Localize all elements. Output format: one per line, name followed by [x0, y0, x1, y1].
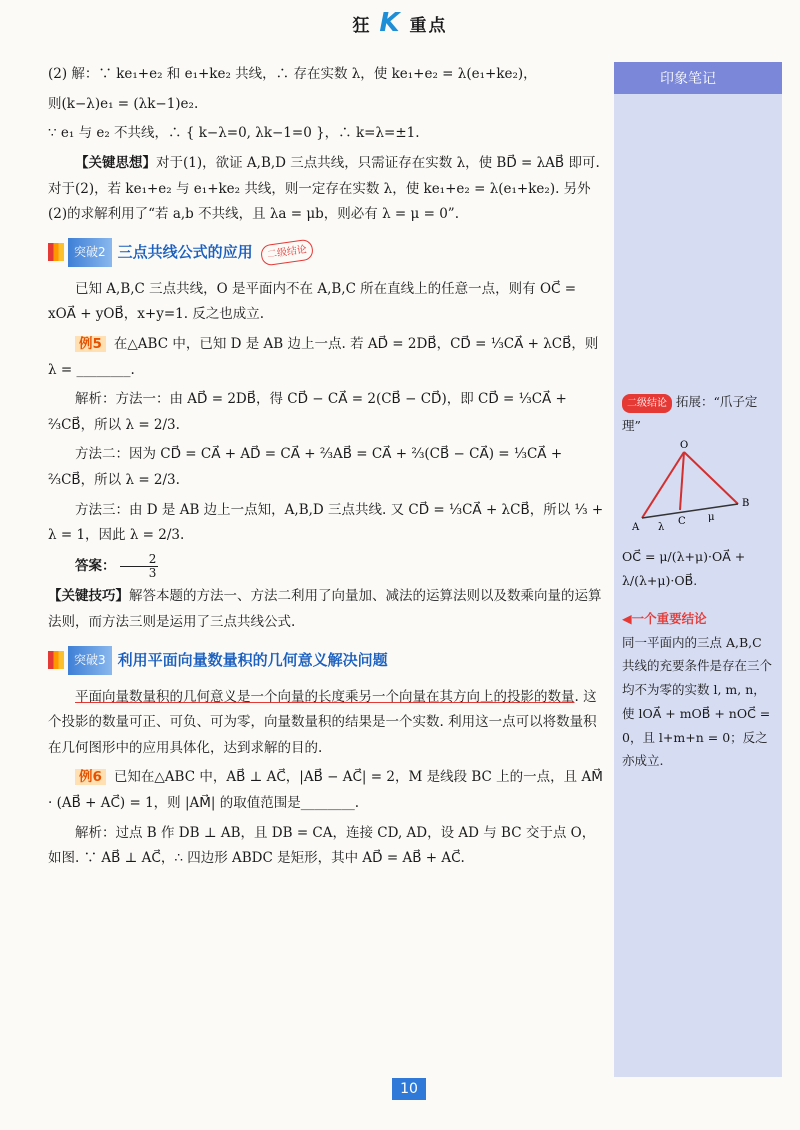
header-right: 重点 [409, 16, 448, 36]
ex5-answer [48, 553, 608, 580]
important-text: 同一平面内的三点 A,B,C 共线的充要条件是存在三个均不为零的实数 l, m, n，使 lOA⃗ + mOB⃗ + nOC⃗ = 0，且 l+m+n = 0；反之亦成立. [622, 634, 773, 769]
label-c: C [678, 515, 686, 527]
notes-sidebar [614, 62, 782, 1077]
section-3-title: 利用平面向量数量积的几何意义解决问题 [117, 650, 388, 669]
section-3-text [48, 685, 608, 762]
key-skill-2 [48, 584, 608, 635]
notes-title: 印象笔记 [614, 62, 782, 94]
key1-text: 对于(1)，欲证 A,B,D 三点共线，只需证存在实数 λ，使 BD⃗ = λAB⃗ 即可. 对于(2)，若 ke₁+e₂ 与 e₁+ke₂ 共线，则一定存在实数 λ，使 ke₁+e₂ = λ(e₁+ke₂). 另外(2)的求解利用了“若 a,b 不共线，且 λa = μb，则必有 λ = μ = 0”. [48, 154, 600, 223]
section-2-text: 已知 A,B,C 三点共线，O 是平面内不在 A,B,C 所在直线上的任意一点，则有 OC⃗ = xOA⃗ + yOB⃗，x+y=1. 反之也成立. [48, 280, 577, 323]
section-2-stamp: 二级结论 [259, 238, 313, 266]
book-icon [48, 243, 64, 261]
key1-label: 【关键思想】 [75, 154, 156, 171]
section-2-badge: 突破2 [68, 238, 112, 267]
ex6-solution: 解析：过点 B 作 DB ⊥ AB，且 DB = CA，连接 CD, AD，设 AD 与 BC 交于点 O，如图. ∵ AB⃗ ⊥ AC⃗，∴ 四边形 ABDC 是矩形，其中 AD⃗ = AB⃗ + AC⃗. [48, 824, 596, 867]
example-6-label: 例6 [75, 769, 106, 785]
section-3-rest: . 这个投影的数量可正、可负、可为零，向量数量积的结果是一个实数. 利用这一点可以将数量积在几何图形中的应用具体化，达到求解的目的. [48, 688, 597, 756]
page-number: 10 [392, 1078, 426, 1100]
section-2-title: 三点共线公式的应用 [117, 242, 253, 261]
label-b: B [742, 497, 750, 509]
label-mu: μ [708, 511, 715, 523]
label-o: O [680, 439, 689, 451]
example-5-question [48, 332, 608, 383]
top-line2: 则(k−λ)e₁ = (λk−1)e₂. [48, 95, 199, 112]
ex5-ans-label: 答案： [75, 558, 116, 575]
ex5-method-2: 方法二：因为 CD⃗ = CA⃗ + AD⃗ = CA⃗ + ⅔AB⃗ = CA⃗ + ⅔(CB⃗ − CA⃗) = ⅓CA⃗ + ⅔CB⃗，所以 λ = 2/3. [48, 446, 563, 489]
section-3-badge: 突破3 [68, 646, 112, 675]
key2-label: 【关键技巧】 [48, 588, 129, 605]
key2-text: 解答本题的方法一、方法二利用了向量加、减法的运算法则以及数乘向量的运算法则，而方法三则是运用了三点共线公式. [48, 588, 602, 631]
notes-tag: 二级结论 [622, 394, 672, 413]
edge-oc [680, 452, 684, 510]
example-5-label: 例5 [75, 336, 106, 352]
claw-theorem-diagram [622, 438, 772, 538]
ex5-ans-den: 3 [148, 566, 157, 581]
ex5-method-3: 方法三：由 D 是 AB 边上一点知，A,B,D 三点共线. 又 CD⃗ = ⅓CA⃗ + λCB⃗，所以 ⅓ + λ = 1，因此 λ = 2/3. [48, 501, 604, 544]
notes-body [614, 384, 782, 779]
claw-formula: OC⃗ = μ/(λ+μ)·OA⃗ + λ/(λ+μ)·OB⃗. [622, 549, 746, 588]
section-2-heading [48, 238, 608, 267]
edge-ob [684, 452, 738, 504]
claw-ext-text: 拓展：“爪子定理” [622, 394, 758, 433]
top-line1: (2) 解：∵ ke₁+e₂ 和 e₁+ke₂ 共线，∴ 存在实数 λ，使 ke₁+e₂ = λ(e₁+ke₂)， [48, 66, 537, 82]
edge-oa [642, 452, 684, 518]
ex5-ans-num: 2 [120, 553, 159, 567]
main-content [48, 62, 608, 876]
ex5-ans-fraction [120, 553, 159, 580]
header-k-logo: K [379, 8, 402, 38]
top-line3: ∵ e₁ 与 e₂ 不共线，∴ { k−λ=0, λk−1=0 }，∴ k=λ=±1. [48, 125, 420, 142]
ex5-method-1: 解析：方法一：由 AD⃗ = 2DB⃗，得 CD⃗ − CA⃗ = 2(CB⃗ − CD⃗)，即 CD⃗ = ⅓CA⃗ + ⅔CB⃗，所以 λ = 2/3. [48, 391, 567, 433]
important-title: ◀一个重要结论 [622, 610, 707, 626]
ex5-q: 在△ABC 中，已知 D 是 AB 边上一点. 若 AD⃗ = 2DB⃗，CD⃗ = ⅓CA⃗ + λCB⃗，则 λ = ________. [48, 335, 599, 378]
section-3-underlined: 平面向量数量积的几何意义是一个向量的长度乘另一个向量在其方向上的投影的数量 [75, 688, 575, 705]
section-3-heading [48, 646, 608, 675]
label-lambda: λ [658, 521, 665, 533]
header-left: 狂 [352, 16, 372, 36]
claw-ext [622, 390, 774, 438]
example-6-question [48, 765, 608, 816]
page-header [0, 8, 800, 38]
book-icon [48, 651, 64, 669]
label-a: A [632, 521, 640, 533]
ex6-q: 已知在△ABC 中，AB⃗ ⊥ AC⃗，|AB⃗ − AC⃗| = 2，M 是线段 BC 上的一点，且 AM⃗ · (AB⃗ + AC⃗) = 1，则 |AM⃗| 的取值范围是________. [48, 769, 603, 812]
edge-ab [642, 504, 738, 518]
key-idea-1 [48, 151, 608, 228]
